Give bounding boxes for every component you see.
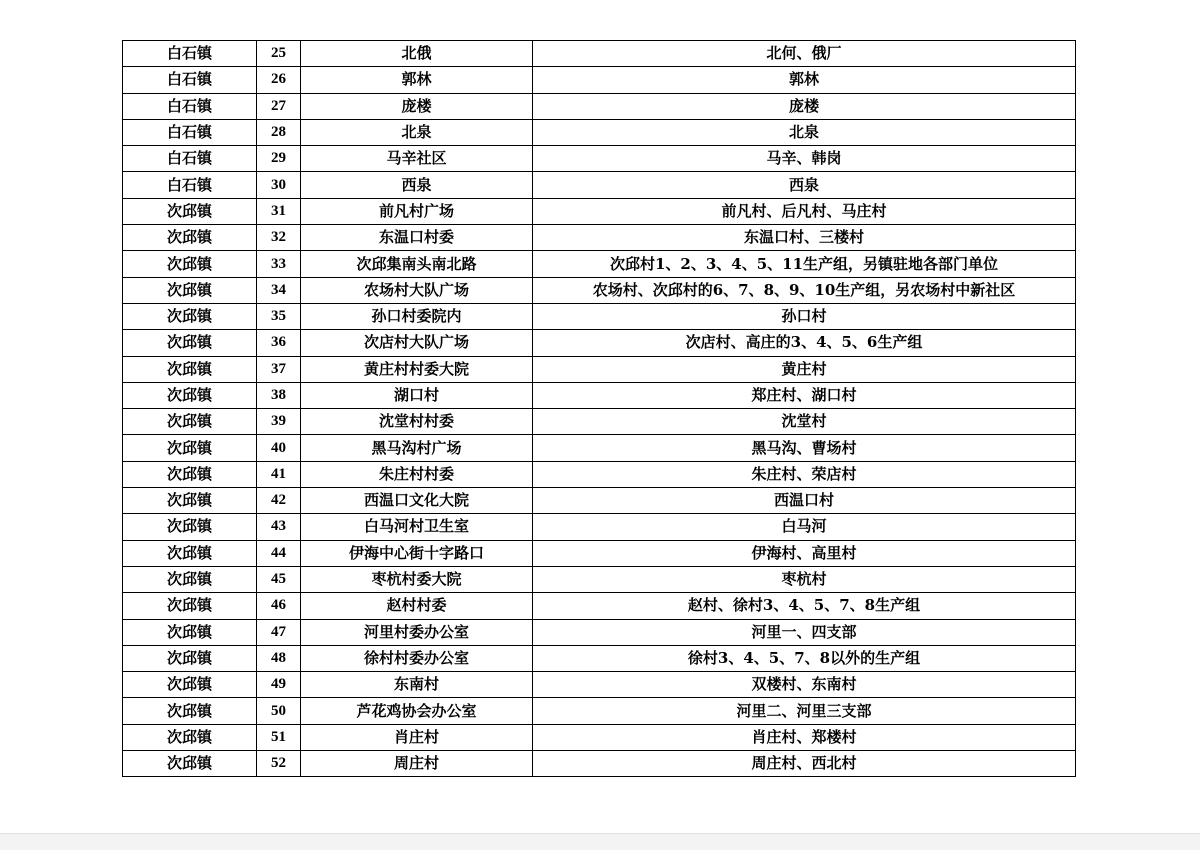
- number-cell: 50: [257, 698, 301, 724]
- site-cell: 东温口村委: [301, 225, 533, 251]
- area-cell: 郭林: [533, 67, 1076, 93]
- number-cell: 27: [257, 93, 301, 119]
- area-cell: 肖庄村、郑楼村: [533, 724, 1076, 750]
- table-row: [123, 514, 1076, 540]
- town-cell: 白石镇: [123, 172, 257, 198]
- site-cell: 次邱集南头南北路: [301, 251, 533, 277]
- area-cell: 伊海村、高里村: [533, 540, 1076, 566]
- area-cell: 北何、俄厂: [533, 41, 1076, 67]
- site-table: [122, 40, 1076, 777]
- number-cell: 37: [257, 356, 301, 382]
- table-row: [123, 119, 1076, 145]
- town-cell: 次邱镇: [123, 277, 257, 303]
- table-row: [123, 251, 1076, 277]
- table-row: [123, 435, 1076, 461]
- town-cell: 次邱镇: [123, 593, 257, 619]
- number-cell: 28: [257, 119, 301, 145]
- number-cell: 41: [257, 461, 301, 487]
- number-cell: 35: [257, 303, 301, 329]
- town-cell: 白石镇: [123, 146, 257, 172]
- number-cell: 38: [257, 382, 301, 408]
- town-cell: 次邱镇: [123, 251, 257, 277]
- site-cell: 黄庄村村委大院: [301, 356, 533, 382]
- table-row: [123, 225, 1076, 251]
- site-cell: 白马河村卫生室: [301, 514, 533, 540]
- area-cell: 沈堂村: [533, 409, 1076, 435]
- area-cell: 西泉: [533, 172, 1076, 198]
- area-cell: 周庄村、西北村: [533, 751, 1076, 777]
- number-cell: 40: [257, 435, 301, 461]
- area-cell: 庞楼: [533, 93, 1076, 119]
- page-bottom-band: [0, 833, 1200, 850]
- table-row: [123, 303, 1076, 329]
- number-cell: 34: [257, 277, 301, 303]
- town-cell: 次邱镇: [123, 645, 257, 671]
- town-cell: 白石镇: [123, 67, 257, 93]
- table-row: [123, 461, 1076, 487]
- area-cell: 农场村、次邱村的6、7、8、9、10生产组，另农场村中新社区: [533, 277, 1076, 303]
- number-cell: 51: [257, 724, 301, 750]
- site-cell: 朱庄村村委: [301, 461, 533, 487]
- site-cell: 北俄: [301, 41, 533, 67]
- area-cell: 孙口村: [533, 303, 1076, 329]
- table-row: [123, 382, 1076, 408]
- number-cell: 45: [257, 566, 301, 592]
- site-cell: 郭林: [301, 67, 533, 93]
- table-row: [123, 724, 1076, 750]
- site-cell: 孙口村委院内: [301, 303, 533, 329]
- site-cell: 西温口文化大院: [301, 488, 533, 514]
- table-row: [123, 146, 1076, 172]
- number-cell: 30: [257, 172, 301, 198]
- site-cell: 河里村委办公室: [301, 619, 533, 645]
- number-cell: 31: [257, 198, 301, 224]
- site-cell: 庞楼: [301, 93, 533, 119]
- site-cell: 湖口村: [301, 382, 533, 408]
- town-cell: 次邱镇: [123, 698, 257, 724]
- area-cell: 东温口村、三楼村: [533, 225, 1076, 251]
- number-cell: 46: [257, 593, 301, 619]
- town-cell: 白石镇: [123, 93, 257, 119]
- town-cell: 次邱镇: [123, 566, 257, 592]
- site-cell: 肖庄村: [301, 724, 533, 750]
- number-cell: 52: [257, 751, 301, 777]
- table-row: [123, 672, 1076, 698]
- table-row: [123, 566, 1076, 592]
- site-cell: 马辛社区: [301, 146, 533, 172]
- number-cell: 36: [257, 330, 301, 356]
- site-cell: 芦花鸡协会办公室: [301, 698, 533, 724]
- town-cell: 白石镇: [123, 119, 257, 145]
- area-cell: 徐村3、4、5、7、8以外的生产组: [533, 645, 1076, 671]
- table-row: [123, 198, 1076, 224]
- number-cell: 32: [257, 225, 301, 251]
- site-cell: 农场村大队广场: [301, 277, 533, 303]
- number-cell: 26: [257, 67, 301, 93]
- area-cell: 郑庄村、湖口村: [533, 382, 1076, 408]
- site-cell: 伊海中心街十字路口: [301, 540, 533, 566]
- area-cell: 前凡村、后凡村、马庄村: [533, 198, 1076, 224]
- number-cell: 43: [257, 514, 301, 540]
- table-row: [123, 488, 1076, 514]
- town-cell: 次邱镇: [123, 724, 257, 750]
- town-cell: 次邱镇: [123, 461, 257, 487]
- town-cell: 次邱镇: [123, 435, 257, 461]
- town-cell: 次邱镇: [123, 672, 257, 698]
- table-row: [123, 619, 1076, 645]
- site-cell: 北泉: [301, 119, 533, 145]
- area-cell: 双楼村、东南村: [533, 672, 1076, 698]
- town-cell: 次邱镇: [123, 409, 257, 435]
- town-cell: 次邱镇: [123, 751, 257, 777]
- site-cell: 赵村村委: [301, 593, 533, 619]
- area-cell: 枣杭村: [533, 566, 1076, 592]
- table-row: [123, 645, 1076, 671]
- site-cell: 次店村大队广场: [301, 330, 533, 356]
- table-row: [123, 356, 1076, 382]
- town-cell: 次邱镇: [123, 356, 257, 382]
- site-cell: 东南村: [301, 672, 533, 698]
- town-cell: 次邱镇: [123, 540, 257, 566]
- site-cell: 枣杭村委大院: [301, 566, 533, 592]
- table-row: [123, 330, 1076, 356]
- town-cell: 次邱镇: [123, 303, 257, 329]
- town-cell: 次邱镇: [123, 225, 257, 251]
- number-cell: 49: [257, 672, 301, 698]
- site-cell: 黑马沟村广场: [301, 435, 533, 461]
- town-cell: 白石镇: [123, 41, 257, 67]
- area-cell: 赵村、徐村3、4、5、7、8生产组: [533, 593, 1076, 619]
- site-cell: 前凡村广场: [301, 198, 533, 224]
- area-cell: 河里二、河里三支部: [533, 698, 1076, 724]
- site-cell: 沈堂村村委: [301, 409, 533, 435]
- number-cell: 25: [257, 41, 301, 67]
- area-cell: 北泉: [533, 119, 1076, 145]
- area-cell: 河里一、四支部: [533, 619, 1076, 645]
- table-row: [123, 751, 1076, 777]
- town-cell: 次邱镇: [123, 514, 257, 540]
- site-cell: 周庄村: [301, 751, 533, 777]
- area-cell: 马辛、韩岗: [533, 146, 1076, 172]
- number-cell: 29: [257, 146, 301, 172]
- town-cell: 次邱镇: [123, 488, 257, 514]
- number-cell: 47: [257, 619, 301, 645]
- number-cell: 44: [257, 540, 301, 566]
- table-row: [123, 41, 1076, 67]
- number-cell: 33: [257, 251, 301, 277]
- table-row: [123, 67, 1076, 93]
- table-row: [123, 540, 1076, 566]
- table-row: [123, 172, 1076, 198]
- table-row: [123, 698, 1076, 724]
- area-cell: 次店村、高庄的3、4、5、6生产组: [533, 330, 1076, 356]
- town-cell: 次邱镇: [123, 619, 257, 645]
- area-cell: 黄庄村: [533, 356, 1076, 382]
- site-cell: 徐村村委办公室: [301, 645, 533, 671]
- table-row: [123, 409, 1076, 435]
- number-cell: 42: [257, 488, 301, 514]
- table-body: [123, 41, 1076, 777]
- area-cell: 黑马沟、曹场村: [533, 435, 1076, 461]
- town-cell: 次邱镇: [123, 330, 257, 356]
- number-cell: 48: [257, 645, 301, 671]
- area-cell: 次邱村1、2、3、4、5、11生产组，另镇驻地各部门单位: [533, 251, 1076, 277]
- table-row: [123, 593, 1076, 619]
- area-cell: 朱庄村、荣店村: [533, 461, 1076, 487]
- table-row: [123, 277, 1076, 303]
- area-cell: 白马河: [533, 514, 1076, 540]
- number-cell: 39: [257, 409, 301, 435]
- town-cell: 次邱镇: [123, 382, 257, 408]
- table-row: [123, 93, 1076, 119]
- site-cell: 西泉: [301, 172, 533, 198]
- area-cell: 西温口村: [533, 488, 1076, 514]
- town-cell: 次邱镇: [123, 198, 257, 224]
